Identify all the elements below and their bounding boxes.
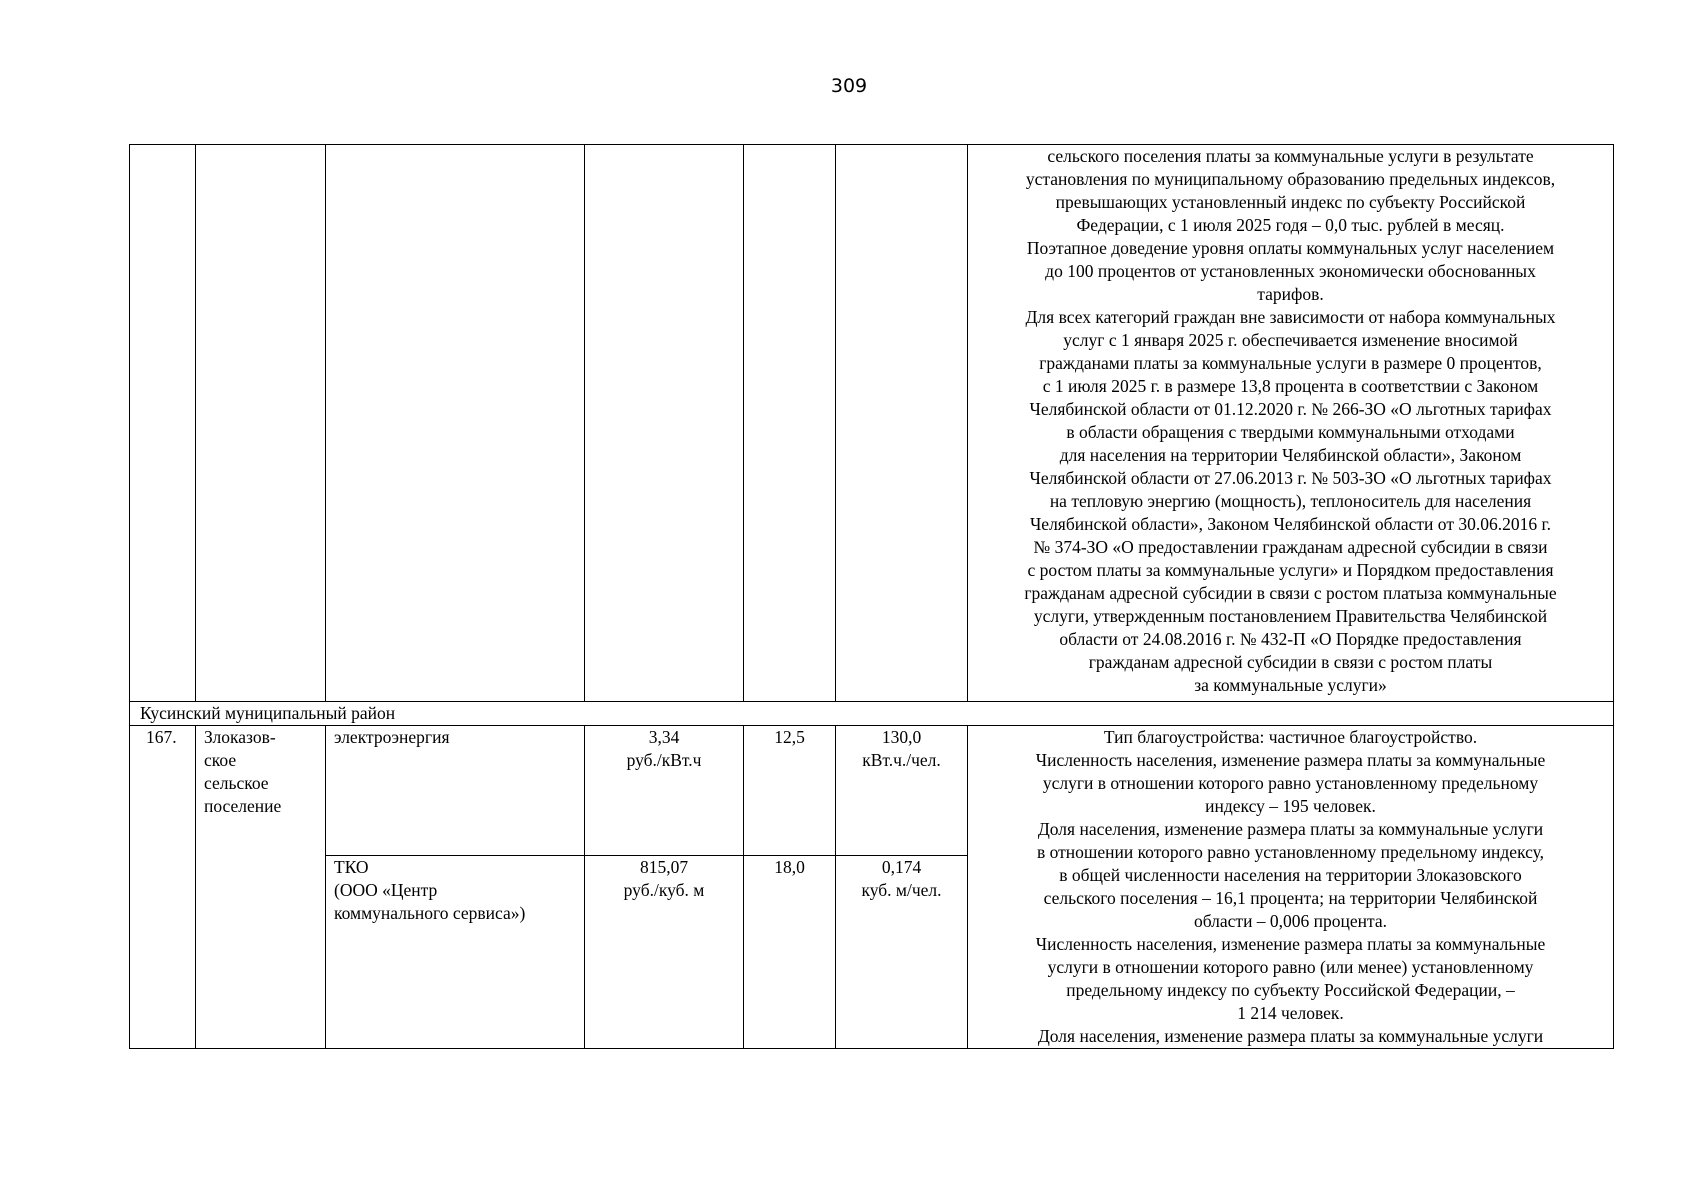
entry-description: Тип благоустройства: частичное благоустройство. Численность населения, изменение размера платы за коммунальные услуги в отношении которого равно установленному предельному индексу – 195 человек. Доля населения, изменение размера платы за коммунальные услуги в отношении которого равно установленному предельному индексу, в общей численности населения на территории Злоказовского сельского поселения – 16,1 процента; на территории Челябинской области – 0,006 процента. Численность населения, изменение размера платы за коммунальные услуги в отношении которого равно (или менее) установленному предельному индексу по субъекту Российской Федерации, – 1 214 человек. Доля населения, изменение размера платы за коммунальные услуги	[968, 726, 1614, 1049]
entry-settlement: Злоказов- ское сельское поселение	[196, 726, 326, 1049]
entry-row-electricity	[130, 726, 1614, 856]
district-title: Кусинский муниципальный район	[130, 702, 1614, 726]
service-tko-norm: 0,174 куб. м/чел.	[836, 855, 968, 1048]
page-number: 309	[830, 75, 868, 97]
service-tko-name: ТКО (ООО «Центр коммунального сервиса»)	[326, 855, 585, 1048]
service-electricity-name: электроэнергия	[326, 726, 585, 856]
service-electricity-tariff: 3,34 руб./кВт.ч	[585, 726, 744, 856]
continuation-row	[130, 145, 1614, 702]
service-tko-tariff: 815,07 руб./куб. м	[585, 855, 744, 1048]
cell-norm-empty	[836, 145, 968, 702]
tariff-table	[129, 144, 1614, 1049]
cell-settlement-empty	[196, 145, 326, 702]
service-electricity-norm: 130,0 кВт.ч./чел.	[836, 726, 968, 856]
entry-number: 167.	[130, 726, 196, 1049]
service-tko-index: 18,0	[744, 855, 836, 1048]
cell-index-empty	[744, 145, 836, 702]
cell-number-empty	[130, 145, 196, 702]
district-row	[130, 702, 1614, 726]
cell-tariff-empty	[585, 145, 744, 702]
cell-service-empty	[326, 145, 585, 702]
service-electricity-index: 12,5	[744, 726, 836, 856]
continuation-text: сельского поселения платы за коммунальные услуги в результате установления по муниципальному образованию предельных индексов, превышающих установленный индекс по субъекту Российской Федерации, с 1 июля 2025 годя – 0,0 тыс. рублей в месяц. Поэтапное доведение уровня оплаты коммунальных услуг населением до 100 процентов от установленных экономически обоснованных тарифов. Для всех категорий граждан вне зависимости от набора коммунальных услуг с 1 января 2025 г. обеспечивается изменение вносимой гражданами платы за коммунальные услуги в размере 0 процентов, с 1 июля 2025 г. в размере 13,8 процента в соответствии с Законом Челябинской области от 01.12.2020 г. № 266-ЗО «О льготных тарифах в области обращения с твердыми коммунальными отходами для населения на территории Челябинской области», Законом Челябинской области от 27.06.2013 г. № 503-ЗО «О льготных тарифах на тепловую энергию (мощность), теплоноситель для населения Челябинской области», Законом Челябинской области от 30.06.2016 г. № 374-ЗО «О предоставлении гражданам адресной субсидии в связи с ростом платы за коммунальные услуги» и Порядком предоставления гражданам адресной субсидии в связи с ростом платыза коммунальные услуги, утвержденным постановлением Правительства Челябинской области от 24.08.2016 г. № 432-П «О Порядке предоставления гражданам адресной субсидии в связи с ростом платы за коммунальные услуги»	[968, 145, 1614, 702]
